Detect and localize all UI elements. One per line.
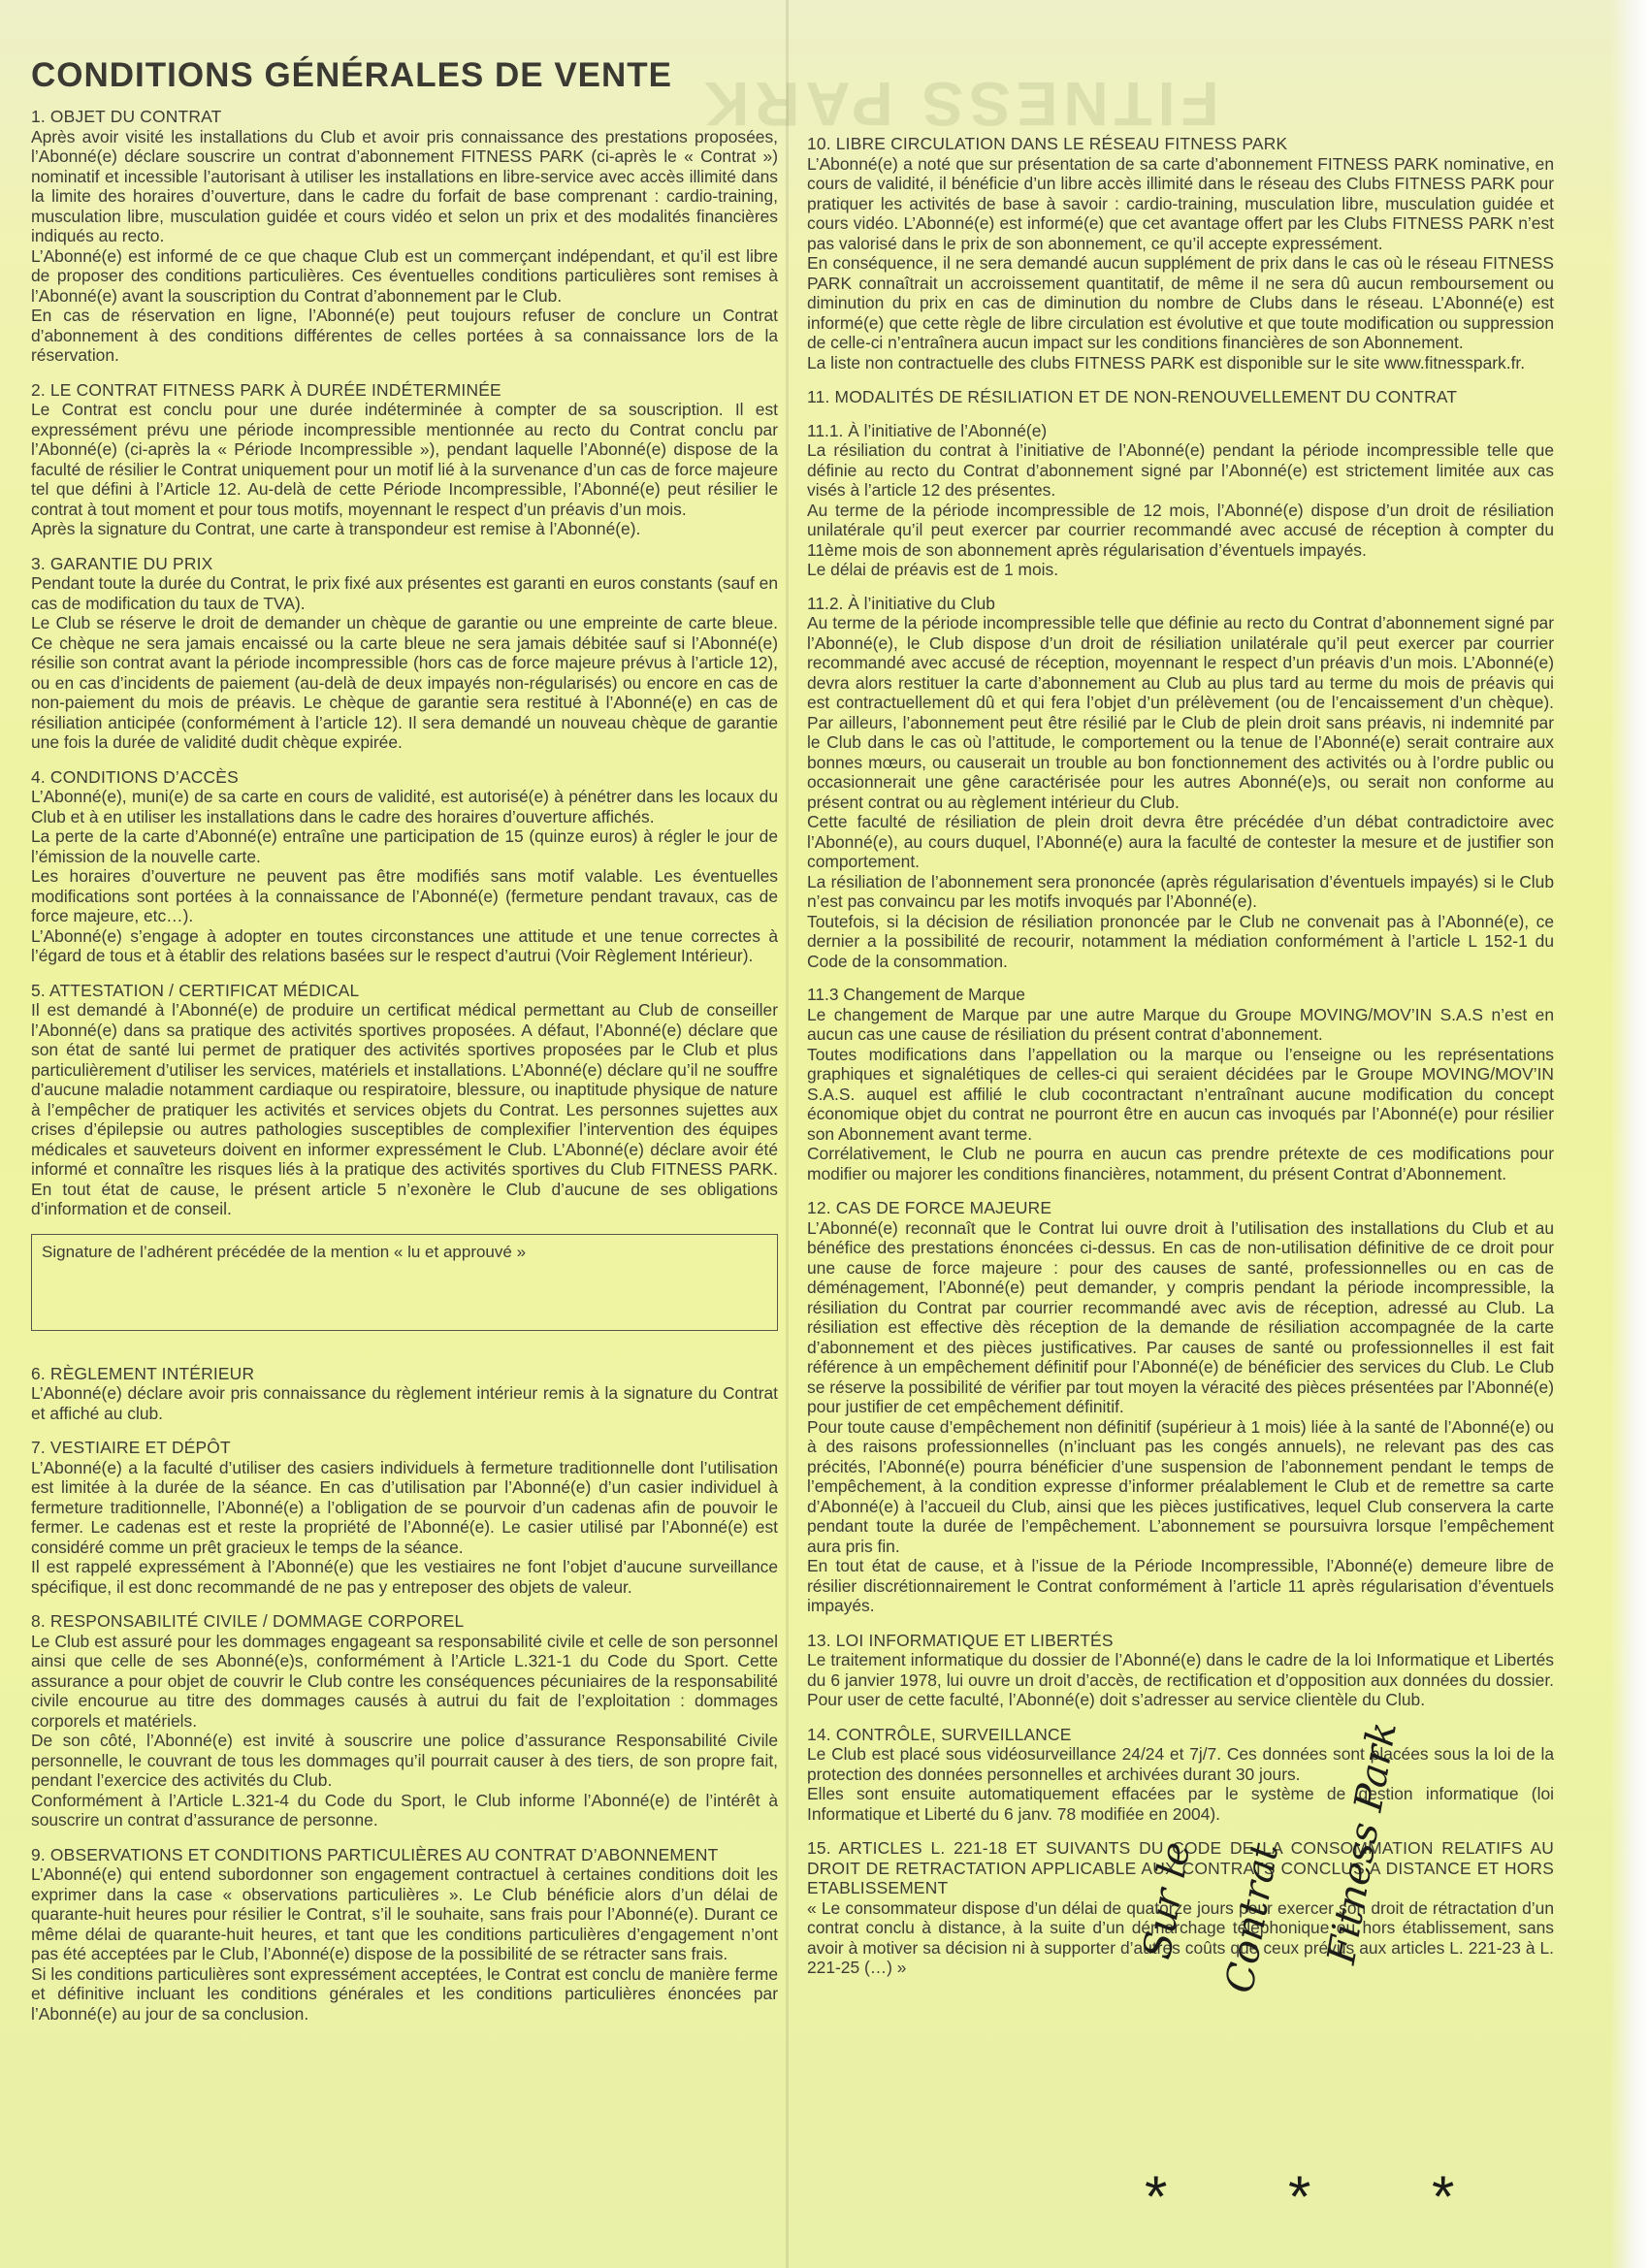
handwritten-note-1: Sur le — [1135, 1838, 1200, 1962]
article-heading: 2. LE CONTRAT FITNESS PARK À DURÉE INDÉTERMINÉE — [31, 379, 501, 400]
article-paragraph: Après avoir visité les installations du Club et avoir pris connaissance des prestations proposées, l’Abonné(e) déclare souscrire un contrat d’abonnement FITNESS PARK (ci-après le « Contrat ») nominatif et incessible l’autorisant à utiliser les installations en libre-service avec accès illimité dans la limite des horaires d’ouverture, dans le cadre du forfait de base comprenant : cardio-training, musculation libre, musculation guidée et cours vidéo et selon un prix et des modalités financières indiqués au recto. — [31, 126, 778, 245]
article-heading: 11. MODALITÉS DE RÉSILIATION ET DE NON-RENOUVELLEMENT DU CONTRAT — [807, 387, 1458, 406]
subsection-paragraph: Toutes modifications dans l’appellation ou la marque ou l’enseigne ou les représentations graphiques et signalétiques de celles-ci qui seraient décidées par le Groupe MOVING/MOV’IN S.A.S. auquel est affilié le club cocontractant n’entraînant aucune modification du concept économique objet du contrat ne pourront être en aucun cas invoqués par l’Abonné(e) pour résilier son Abonnement avant terme. — [807, 1044, 1554, 1144]
article-paragraph: Elles sont ensuite automatiquement effacées par le système de gestion informatique (loi Informatique et Liberté du 6 janv. 78 modifiée en 2004). — [807, 1784, 1554, 1824]
article-section — [31, 767, 778, 966]
article-paragraph: En conséquence, il ne sera demandé aucun supplément de prix dans le cas où le réseau FITNESS PARK connaîtrait un accroissement quantitatif, de même il ne sera dû aucun remboursement ou diminution du prix en cas de diminution du nombre de Clubs dans le réseau. L’Abonné(e) est informé(e) que cette règle de libre circulation est évolutive et que toute modification ou suppression de celle-ci n’entraînera aucun impact sur les conditions financières de son Abonnement. — [807, 253, 1554, 352]
article-paragraph: Le Club se réserve le droit de demander un chèque de garantie ou une empreinte de carte bleue. Ce chèque ne sera jamais encaissé ou la carte bleue ne sera jamais débitée sauf si l’Abonné(e) résilie son contrat avant la période incompressible (hors cas de force majeure prévus à l’article 12), ou en cas d’incidents de paiement (au-delà de deux impayés non-régularisés) ou encore en cas de non-paiement du mois de préavis. Le chèque de garantie sera restitué à l’Abonné(e) en cas de résiliation anticipée (conformément à l’article 12). Il sera demandé un nouveau chèque de garantie une fois la durée de validité dudit chèque expirée. — [31, 613, 778, 752]
handwritten-note-2: Contrat — [1217, 1839, 1288, 1996]
article-paragraph: En cas de réservation en ligne, l’Abonné(e) peut toujours refuser de conclure un Contrat d’abonnement à des conditions différentes de celles portées à sa connaissance lors de la réservation. — [31, 306, 778, 365]
article-section — [807, 1725, 1554, 1825]
article-heading: 12. CAS DE FORCE MAJEURE — [807, 1198, 1052, 1217]
article-paragraph: En tout état de cause, et à l’issue de la Période Incompressible, l’Abonné(e) demeure libre de résilier discrétionnairement le Contrat conformément à l’article 11 après régularisation d’éventuels impayés. — [807, 1556, 1554, 1615]
subsection-paragraph: Le changement de Marque par une autre Marque du Groupe MOVING/MOV’IN S.A.S n’est en aucun cas une cause de résiliation du présent contrat d’abonnement. — [807, 1004, 1554, 1044]
article-paragraph: Conformément à l’Article L.321-4 du Code du Sport, le Club informe l’Abonné(e) de l’intérêt à souscrire un contrat d’assurance de personne. — [31, 1790, 778, 1830]
article-section — [31, 554, 778, 753]
article-section — [31, 981, 778, 1219]
subsection-paragraph: Cette faculté de résiliation de plein droit devra être précédée d’un débat contradictoire avec l’Abonné(e), au cours duquel, l’Abonné(e) aura la faculté de contester la mesure et de justifier son comportement. — [807, 812, 1554, 871]
subsection-paragraph: Toutefois, si la décision de résiliation prononcée par le Club ne convenait pas à l’Abonné(e), ce dernier a la possibilité de recourir, notamment la médiation conformément à l’article L 152-1 du Code de la consommation. — [807, 911, 1554, 971]
article-section — [31, 1364, 778, 1424]
article-section — [807, 1631, 1554, 1710]
article-paragraph: L’Abonné(e) a la faculté d’utiliser des casiers individuels à fermeture traditionnelle dont l’utilisation est limitée à la durée de la séance. En cas d’utilisation par l’Abonné(e) d’un casier individuel à fermeture traditionnelle, l’Abonné(e) a l’obligation de se pourvoir d’un cadenas afin de pouvoir le fermer. Le cadenas est et reste la propriété de l’Abonné(e). Le casier utilisé par l’Abonné(e) est considéré comme un prêt gracieux le temps de la séance. — [31, 1457, 778, 1557]
subsection-heading: 11.3 Changement de Marque — [807, 985, 1025, 1004]
subsection-paragraph: Au terme de la période incompressible telle que définie au recto du Contrat d’abonnement signé par l’Abonné(e), le Club dispose d’un droit de résiliation unilatérale qu’il peut exercer par courrier recommandé avec accusé de réception, moyennant le respect d’un préavis d’un mois. L’Abonné(e) devra alors restituer la carte d’abonnement au Club au plus tard au terme du mois de préavis qui est contractuellement dû et qui fera l’objet d’un prélèvement (ou de l’encaissement d’un chèque). Par ailleurs, l’abonnement peut être résilié par le Club de plein droit sans préavis, ni indemnité par le Club dans le cas où l’attitude, le comportement ou la tenue de l’Abonné(e) serait contraire aux bonnes mœurs, ou causerait un trouble au bon fonctionnement des activités ou à l’ordre public ou occasionnerait une gêne caractérisée pour les autres Abonné(e)s, ou serait non conforme au présent contrat ou au règlement intérieur du Club. — [807, 613, 1554, 812]
article-paragraph: La liste non contractuelle des clubs FITNESS PARK est disponible sur le site www.fitnesspark.fr. — [807, 352, 1526, 373]
article-paragraph: Le Contrat est conclu pour une durée indéterminée à compter de sa souscription. Il est expressément prévu une période incompressible mentionnée au recto du Contrat conclu par l’Abonné(e) (ci-après la « Période Incompressible »), pendant laquelle l’Abonné(e) dispose de la faculté de résilier le Contrat uniquement pour un motif lié à la survenance d’un cas de force majeure tel que défini à l’Article 12. Au-delà de cette Période Incompressible, l’Abonné(e) peut résilier le contrat à tout moment et pour tous motifs, moyennant le respect d’un préavis d’un mois. — [31, 400, 778, 519]
article-section — [807, 387, 1554, 1183]
article-paragraph: L’Abonné(e) s’engage à adopter en toutes circonstances une attitude et une tenue correctes à l’égard de tous et à établir des relations basées sur le respect d’autrui (Voir Règlement Intérieur). — [31, 925, 778, 965]
article-section — [31, 107, 778, 366]
article-paragraph: L’Abonné(e) qui entend subordonner son engagement contractuel à certaines conditions doit les exprimer dans la case « observations particulières ». Le Club bénéficie alors d’un délai de quarante-huit heures pour résilier le Contrat, s’il le souhaite, sans frais pour l’Abonné(e). Durant ce même délai de quarante-huit heures, et tant que les conditions particulières d’engagement n’ont pas été acceptées par le Club, l’Abonné(e) dispose de la possibilité de se rétracter sans frais. — [31, 1864, 778, 1963]
article-paragraph: L’Abonné(e), muni(e) de sa carte en cours de validité, est autorisé(e) à pénétrer dans les locaux du Club et à en utiliser les installations dans le cadre des horaires d’ouverture affichés. — [31, 787, 778, 826]
article-section — [31, 1845, 778, 2025]
article-heading: 1. OBJET DU CONTRAT — [31, 107, 222, 126]
subsection-heading: 11.1. À l’initiative de l’Abonné(e) — [807, 420, 1048, 440]
article-paragraph: Le traitement informatique du dossier de l’Abonné(e) dans le cadre de la loi Informatique et Libertés du 6 janvier 1978, lui ouvre un droit d’accès, de rectification et d’opposition aux données du dossier. Pour user de cette faculté, l’Abonné(e) doit s’adresser au service clientèle du Club. — [807, 1650, 1554, 1709]
article-paragraph: Les horaires d’ouverture ne peuvent pas être modifiés sans motif valable. Les éventuelles modifications sont portées à la connaissance de l’Abonné(e) (fermeture pendant travaux, cas de force majeure, etc…). — [31, 866, 778, 925]
page-fold — [786, 0, 789, 2268]
article-paragraph: L’Abonné(e) reconnaît que le Contrat lui ouvre droit à l’utilisation des installations du Club et au bénéfice des prestations énoncées ci-dessus. En cas de non-utilisation définitive de ce droit pour une cause de force majeure : pour des causes de santé, professionnelles ou en cas de déménagement, l’Abonné(e) peut demander, y compris pendant la période incompressible, la résiliation du Contrat par courrier recommandé avec avis de réception, adressé au Club. La résiliation est effective dès réception de la demande de résiliation accompagnée de la carte d’abonnement et des pièces justificatives. Par causes de santé ou professionnelles il est fait référence à un empêchement définitif pour l’Abonné(e) de bénéficier des services du Club. Le Club se réserve la possibilité de vérifier par tout moyen la véracité des pièces présentées par l’Abonné(e) pour justifier de cet empêchement définitif. — [807, 1217, 1554, 1416]
article-section — [31, 1611, 778, 1831]
article-paragraph: La perte de la carte d’Abonné(e) entraîne une participation de 15 (quinze euros) à régler le jour de l’émission de la nouvelle carte. — [31, 826, 778, 866]
article-heading: 10. LIBRE CIRCULATION DANS LE RÉSEAU FITNESS PARK — [807, 134, 1288, 153]
subsection-paragraph: Le délai de préavis est de 1 mois. — [807, 560, 1059, 579]
article-subsection — [807, 985, 1554, 1183]
article-heading: 14. CONTRÔLE, SURVEILLANCE — [807, 1724, 1072, 1744]
article-paragraph: L’Abonné(e) déclare avoir pris connaissance du règlement intérieur remis à la signature du Contrat et affiché au club. — [31, 1383, 778, 1423]
article-section — [31, 380, 778, 539]
article-paragraph: De son côté, l’Abonné(e) est invité à souscrire une police d’assurance Responsabilité Civile personnelle, le couvrant de tous les dommages qu’il pourrait causer à des tiers, de son propre fait, pendant l’exercice des activités du Club. — [31, 1731, 778, 1790]
article-heading: 5. ATTESTATION / CERTIFICAT MÉDICAL — [31, 980, 360, 1000]
article-paragraph: Il est demandé à l’Abonné(e) de produire un certificat médical permettant au Club de conseiller l’Abonné(e) dans sa pratique des activités sportives proposées. A défaut, l’Abonné(e) déclare que son état de santé lui permet de pratiquer des activités sportives proposées par le Club et plus particulièrement d’utiliser les services, matériels et installations. L’Abonné(e) déclare qu’il ne souffre d’aucune maladie notamment cardiaque ou respiratoire, blessure, ou inaptitude physique de nature à l’empêcher de pratiquer les activités et services objets du Contrat. Les personnes sujettes aux crises d’épilepsie ou autres pathologies susceptibles de complexifier l’intervention des équipes médicales et sauveteurs doivent en informer expressément le Club. L’Abonné(e) déclare avoir été informé et connaître les risques liés à la pratique des activités sportives du Club FITNESS PARK. En tout état de cause, le présent article 5 n’exonère le Club d’aucune de ses obligations d’information et de conseil. — [31, 1000, 778, 1218]
article-subsection — [807, 421, 1554, 580]
handwritten-note-3: Fitness Park — [1319, 1718, 1406, 1967]
article-heading: 6. RÈGLEMENT INTÉRIEUR — [31, 1363, 255, 1383]
subsection-paragraph: Au terme de la période incompressible de 12 mois, l’Abonné(e) dispose d’un droit de résiliation unilatérale qu’il peut exercer par courrier recommandé avec accusé de réception à compter du 11ème mois de son abonnement après régularisation d’éventuels impayés. — [807, 500, 1554, 560]
article-heading: 7. VESTIAIRE ET DÉPÔT — [31, 1438, 231, 1457]
page-edge — [1610, 0, 1649, 2268]
article-paragraph: Si les conditions particulières sont expressément acceptées, le Contrat est conclu de manière ferme et définitive incluant les conditions générales et les conditions particulières énoncées par l’Abonné(e) au jour de sa conclusion. — [31, 1963, 778, 2024]
article-paragraph: « Le consommateur dispose d’un délai de quatorze jours pour exercer son droit de rétractation d’un contrat conclu à distance, à la suite d’un démarchage téléphonique ou hors établissement, sans avoir à motiver sa décision ni à supporter d’autres coûts que ceux prévus aux articles L. 221-23 à L. 221-25 (…) » — [807, 1897, 1554, 1977]
article-paragraph: Le Club est placé sous vidéosurveillance 24/24 et 7j/7. Ces données sont placées sous la loi de la protection des données personnelles et archivées durant 30 jours. — [807, 1744, 1554, 1784]
article-paragraph: Pour toute cause d’empêchement non définitif (supérieur à 1 mois) liée à la santé de l’Abonné(e) ou à des raisons professionnelles (n’incluant pas les congés annuels), ne relevant pas des cas précités, l’Abonné(e) pourra bénéficier d’une suspension de l’abonnement pendant le temps de l’empêchement, à la condition expresse d’informer préalablement le Club et de remettre sa carte d’Abonné(e) à l’accueil du Club, ainsi que les pièces justificatives, lequel Club conservera la carte pendant toute la durée de l’empêchement. L’abonnement se poursuivra lorsque l’empêchement aura pris fin. — [807, 1416, 1554, 1556]
article-paragraph: Le Club est assuré pour les dommages engageant sa responsabilité civile et celle de son personnel ainsi que celle de ses Abonné(e)s, conformément à l’Article L.321-1 du Code du Sport. Cette assurance a pour objet de couvrir le Club contre les conséquences pécuniaires de la responsabilité civile encourue au titre des dommages causés à autrui du fait de l’exploitation : dommages corporels et matériels. — [31, 1631, 778, 1731]
article-heading: 4. CONDITIONS D’ACCÈS — [31, 766, 239, 787]
article-section — [807, 1198, 1554, 1616]
article-paragraph: L’Abonné(e) est informé de ce que chaque Club est un commerçant indépendant, et qu’il est libre de proposer des conditions particulières. Ces éventuelles conditions particulières sont remises à l’Abonné(e) avant la souscription du Contrat d’abonnement par le Club. — [31, 245, 778, 306]
handwritten-stars: * * * — [1145, 2164, 1507, 2229]
article-heading: 8. RESPONSABILITÉ CIVILE / DOMMAGE CORPOREL — [31, 1611, 465, 1631]
article-subsection — [807, 594, 1554, 972]
document-title: CONDITIONS GÉNÉRALES DE VENTE — [31, 56, 673, 94]
article-paragraph: Il est rappelé expressément à l’Abonné(e) que les vestiaires ne font l’objet d’aucune surveillance spécifique, il est donc recommandé de ne pas y entreposer des objets de valeur. — [31, 1557, 778, 1597]
article-heading: 15. ARTICLES L. 221-18 ET SUIVANTS DU CODE DE LA CONSOMMATION RELATIFS AU DROIT DE RETRACTATION APPLICABLE AUX CONTRATS CONCLUS A DISTANCE ET HORS ETABLISSEMENT — [807, 1838, 1554, 1897]
article-section — [807, 134, 1554, 373]
subsection-paragraph: Corrélativement, le Club ne pourra en aucun cas prendre prétexte de ces modifications pour modifier ou majorer les conditions financières, notamment, du présent Contrat d’Abonnement. — [807, 1144, 1554, 1183]
article-paragraph: Après la signature du Contrat, une carte à transpondeur est remise à l’Abonné(e). — [31, 519, 641, 538]
article-heading: 3. GARANTIE DU PRIX — [31, 553, 213, 573]
subsection-paragraph: La résiliation de l’abonnement sera prononcée (après régularisation d’éventuels impayés) si le Club n’est pas convaincu par les motifs invoqués par l’Abonné(e). — [807, 871, 1554, 911]
article-paragraph: L’Abonné(e) a noté que sur présentation de sa carte d’abonnement FITNESS PARK nominative, en cours de validité, il bénéficie d’un libre accès illimité dans le réseau des Clubs FITNESS PARK pour pratiquer les activités de base à savoir : cardio-training, musculation libre, musculation guidée et cours vidéo. L’Abonné(e) est informé(e) que cet avantage offert par les Clubs FITNESS PARK n’est pas valorisé dans le prix de son abonnement, ce qu’il accepte expressément. — [807, 153, 1554, 253]
subsection-paragraph: La résiliation du contrat à l’initiative de l’Abonné(e) pendant la période incompressible telle que définie au recto du Contrat d’abonnement signé par l’Abonné(e) est strictement limitée aux cas visés à l’article 12 des présentes. — [807, 440, 1554, 500]
article-heading: 13. LOI INFORMATIQUE ET LIBERTÉS — [807, 1630, 1114, 1650]
right-column — [807, 134, 1554, 1993]
article-paragraph: Pendant toute la durée du Contrat, le prix fixé aux présentes est garanti en euros constants (sauf en cas de modification du taux de TVA). — [31, 573, 778, 613]
article-section — [31, 1438, 778, 1597]
watermark: FITNESS PARK — [698, 69, 1219, 139]
left-column — [31, 107, 778, 2038]
article-heading: 9. OBSERVATIONS ET CONDITIONS PARTICULIÈRES AU CONTRAT D’ABONNEMENT — [31, 1844, 719, 1864]
signature-box: Signature de l’adhérent précédée de la mention « lu et approuvé » — [31, 1234, 778, 1331]
subsection-heading: 11.2. À l’initiative du Club — [807, 593, 995, 613]
